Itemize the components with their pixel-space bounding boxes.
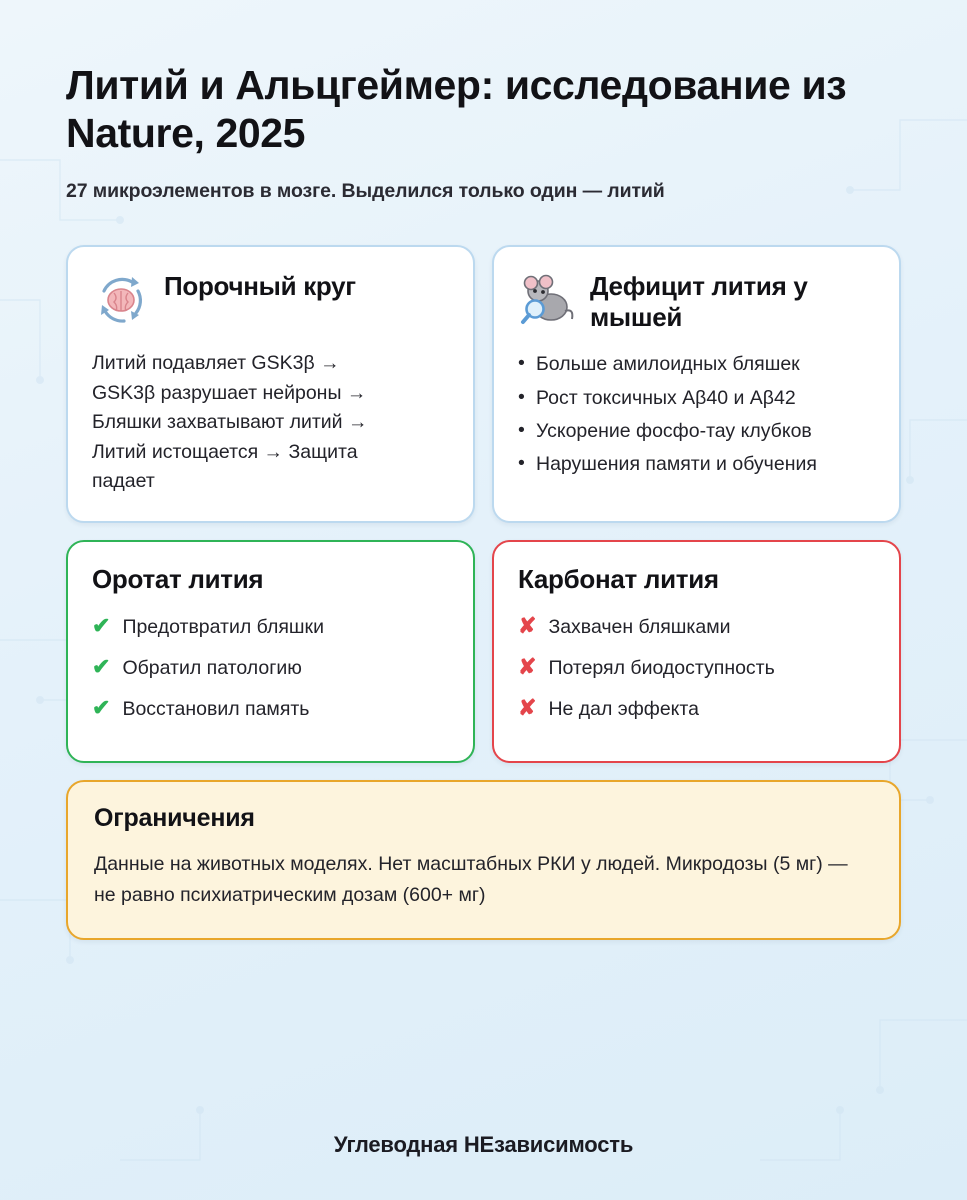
page-subtitle: 27 микроэлементов в мозге. Выделился только один — литий	[66, 179, 665, 202]
cross-icon: ✘	[518, 695, 537, 721]
card-body	[92, 613, 449, 724]
body-line: Данные на животных моделях.	[94, 852, 373, 875]
body-line: GSK3β разрушает нейроны →	[92, 381, 367, 404]
list-item-label: Восстановил память	[122, 698, 310, 721]
body-line: падает	[92, 470, 155, 493]
card-title: Ограничения	[94, 803, 255, 832]
card-title: Порочный круг	[164, 270, 356, 301]
list-item: • Ускорение фосфо-тау клубков	[518, 417, 875, 446]
card-body	[92, 349, 449, 497]
list-item	[518, 613, 875, 641]
body-line: Микродозы (5 мг) — не равно психиатрическим дозам (600+ мг)	[94, 852, 848, 907]
list-item: • Рост токсичных Aβ40 и Aβ42	[518, 384, 875, 413]
list-item-label: Не дал эффекта	[548, 698, 699, 721]
body-line: Литий подавляет GSK3β →	[92, 351, 340, 374]
check-icon: ✔	[92, 654, 111, 679]
card-body	[518, 613, 875, 724]
cards-grid	[66, 245, 901, 940]
list-item	[92, 695, 449, 723]
page-title-line-2: исследование из Nature, 2025	[66, 62, 847, 156]
body-line: Нет масштабных РКИ у людей.	[378, 852, 661, 875]
cross-icon: ✘	[518, 612, 537, 638]
list-item	[92, 613, 449, 641]
list-item: • Больше амилоидных бляшек	[518, 350, 875, 379]
list-item	[92, 654, 449, 682]
cross-icon: ✘	[518, 654, 537, 679]
list-item	[518, 695, 875, 723]
card-title: Карбонат лития	[518, 564, 719, 595]
card-title: Оротат лития	[92, 564, 264, 595]
card-vicious-circle	[66, 245, 475, 523]
list-item-label: Предотвратил бляшки	[122, 615, 324, 638]
card-title: Дефицит лития у мышей	[590, 270, 808, 332]
mouse-magnifier-icon	[518, 271, 576, 329]
list-item-label: Обратил патологию	[122, 657, 302, 679]
list-item: • Нарушения памяти и обучения	[518, 450, 875, 479]
footer-brand: Углеводная НЕзависимость	[333, 1132, 634, 1157]
card-body	[94, 849, 873, 912]
page-title	[66, 62, 901, 158]
card-limitations	[66, 780, 901, 940]
check-icon: ✔	[92, 612, 111, 638]
list-item-label: Захвачен бляшками	[548, 615, 731, 638]
body-line: Литий истощается → Защита	[92, 440, 358, 463]
check-icon: ✔	[92, 695, 111, 721]
card-header	[92, 269, 449, 329]
list-item	[518, 654, 875, 682]
card-body	[518, 350, 875, 479]
brain-cycle-icon	[92, 271, 150, 329]
body-line: Бляшки захватывают литий →	[92, 411, 368, 434]
card-mice-deficit	[492, 245, 901, 523]
card-lithium-orotate	[66, 540, 475, 762]
card-header	[518, 269, 875, 332]
page-title-line-1: Литий и Альцгеймер:	[66, 62, 494, 108]
list-item-label: Потерял биодоступность	[548, 657, 775, 679]
card-lithium-carbonate	[492, 540, 901, 762]
